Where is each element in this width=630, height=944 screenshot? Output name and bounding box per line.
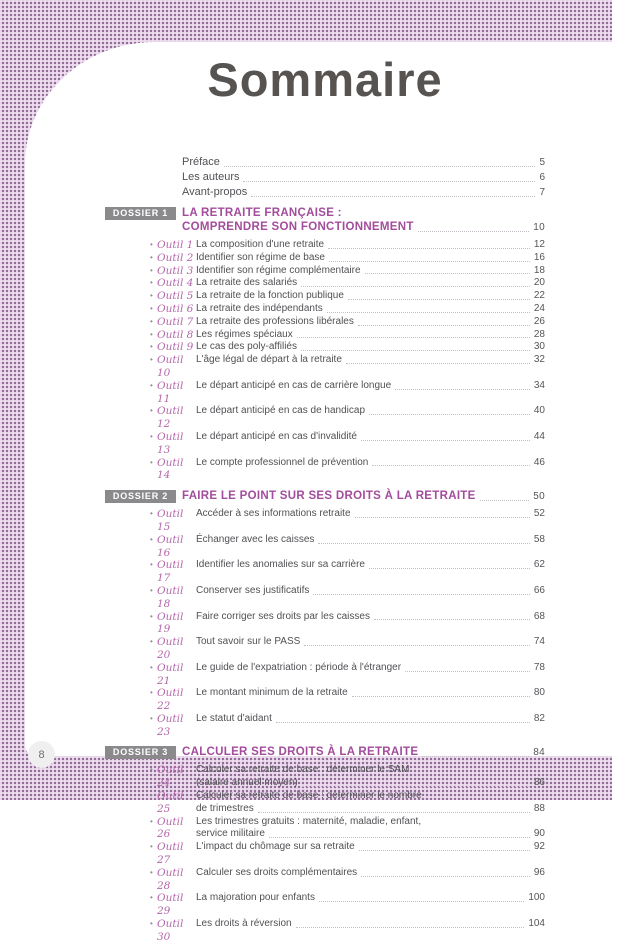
dot-leader — [302, 786, 530, 787]
bullet-icon: • — [150, 585, 153, 595]
outil-label: Outil 1 — [157, 239, 194, 251]
item-lines — [196, 559, 545, 572]
dossier-head — [105, 745, 545, 760]
item-line — [196, 790, 545, 803]
page-ref: 96 — [533, 866, 545, 878]
item-title: Identifier son régime complémentaire — [196, 264, 361, 276]
item-line — [196, 828, 545, 841]
item-title: La composition d'une retraite — [196, 239, 325, 250]
outil-label: Outil 28 — [157, 866, 184, 892]
toc-item — [105, 354, 545, 380]
dossier-title-line — [182, 220, 545, 235]
bullet-icon: • — [150, 560, 153, 570]
dot-leader — [348, 299, 530, 300]
page-ref: 32 — [533, 354, 545, 366]
item-lines — [196, 611, 545, 624]
outil-label: Outil 12 — [157, 405, 184, 431]
item-lines — [196, 867, 545, 880]
bullet-icon: • — [150, 431, 153, 441]
dot-leader — [318, 543, 529, 544]
outil-label: Outil 4 — [157, 277, 194, 290]
bullet-icon: • — [150, 842, 153, 852]
toc-item — [105, 277, 545, 290]
bullet-icon: • — [150, 662, 153, 672]
dot-leader — [395, 389, 530, 390]
toc-item — [105, 687, 545, 713]
item-lines — [196, 841, 545, 854]
front-matter-entry — [182, 185, 545, 200]
dossier-section — [105, 206, 545, 482]
item-title: La retraite des salariés — [196, 277, 298, 289]
dossier-head — [105, 489, 545, 504]
bullet-icon: • — [150, 867, 153, 877]
page-ref: 86 — [533, 777, 545, 789]
front-matter-label: Les auteurs — [182, 171, 240, 183]
item-title: Le statut d'aidant — [196, 712, 272, 724]
page-ref: 46 — [533, 456, 545, 468]
page-number: 8 — [38, 748, 45, 761]
dot-leader — [269, 837, 530, 838]
bullet-icon: • — [150, 278, 153, 288]
item-lines — [196, 687, 545, 700]
page-ref: 16 — [533, 251, 545, 263]
item-line — [196, 918, 545, 931]
outil-label: Outil 17 — [157, 559, 184, 585]
dot-leader — [224, 166, 536, 167]
item-lines — [196, 329, 545, 342]
dot-leader — [480, 500, 530, 501]
outil-label: Outil 11 — [157, 379, 184, 405]
item-lines — [196, 405, 545, 418]
toc-item — [105, 892, 545, 918]
outil-label: Outil 27 — [157, 841, 184, 867]
item-lines — [196, 764, 545, 790]
bullet-icon: • — [150, 457, 153, 467]
item-line — [196, 662, 545, 675]
item-line — [196, 457, 545, 470]
dossier-badge: DOSSIER 3 — [105, 746, 176, 759]
dot-leader — [304, 645, 530, 646]
dot-leader — [258, 812, 530, 813]
outil-label: Outil 23 — [157, 712, 184, 738]
page-ref: 80 — [533, 687, 545, 699]
item-line — [196, 265, 545, 278]
toc-item — [105, 918, 545, 944]
outil-label: Outil 13 — [157, 430, 184, 456]
dot-leader — [361, 440, 530, 441]
dot-leader — [422, 756, 529, 757]
item-line — [196, 303, 545, 316]
dot-leader — [369, 568, 530, 569]
dossier-title-line — [182, 745, 545, 760]
item-title: service militaire — [196, 828, 265, 840]
toc-item — [105, 508, 545, 534]
outil-label: Outil 8 — [157, 328, 194, 341]
front-matter-list — [182, 155, 545, 200]
page-ref: 84 — [533, 747, 545, 759]
item-lines — [196, 290, 545, 303]
outil-label: Outil 15 — [157, 508, 184, 533]
dot-leader — [361, 876, 530, 877]
item-line — [196, 405, 545, 418]
dossier-title — [182, 206, 545, 235]
page-ref: 5 — [539, 157, 545, 168]
toc-item — [105, 534, 545, 560]
item-line — [196, 341, 545, 354]
dossier-title-text: COMPRENDRE SON FONCTIONNEMENT — [182, 221, 414, 233]
page-ref: 90 — [533, 828, 545, 840]
item-lines — [196, 303, 545, 316]
toc-item — [105, 316, 545, 329]
dossier-items — [105, 239, 545, 482]
bullet-icon: • — [150, 291, 153, 301]
dot-leader — [374, 619, 530, 620]
bullet-icon: • — [150, 611, 153, 621]
dot-leader — [365, 273, 530, 274]
dot-leader — [301, 286, 530, 287]
page-ref: 100 — [528, 892, 545, 904]
item-lines — [196, 790, 545, 816]
item-title: L'impact du chômage sur sa retraite — [196, 841, 355, 853]
page-ref: 6 — [539, 172, 545, 183]
item-title: Tout savoir sur le PASS — [196, 636, 301, 648]
bullet-icon: • — [150, 355, 153, 365]
outil-label: Outil 25 — [157, 790, 184, 815]
item-lines — [196, 636, 545, 649]
item-title: Les régimes spéciaux — [196, 328, 293, 340]
page-title: Sommaire — [207, 53, 443, 106]
item-lines — [196, 534, 545, 547]
page-ref: 62 — [533, 559, 545, 571]
outil-label: Outil 6 — [157, 302, 194, 315]
outil-label: Outil 5 — [157, 290, 194, 303]
dossier-head — [105, 206, 545, 235]
item-line — [196, 713, 545, 726]
page-ref: 22 — [533, 290, 545, 302]
toc-item — [105, 867, 545, 893]
item-title: Calculer sa retraite de base : déterminer le nombre — [196, 790, 422, 802]
item-title: La retraite de la fonction publique — [196, 290, 344, 302]
item-lines — [196, 341, 545, 354]
outil-label: Outil 2 — [157, 251, 194, 264]
toc-item — [105, 636, 545, 662]
item-lines — [196, 892, 545, 905]
outil-label: Outil 24 — [157, 764, 184, 790]
toc-item — [105, 341, 545, 354]
bullet-icon: • — [150, 534, 153, 544]
toc-item — [105, 457, 545, 483]
page-ref: 18 — [533, 264, 545, 276]
dossier-items — [105, 508, 545, 738]
dot-leader — [251, 196, 535, 197]
item-line — [196, 892, 545, 905]
bullet-icon: • — [150, 316, 153, 326]
front-matter-entry — [182, 155, 545, 170]
item-title: La retraite des professions libérales — [196, 315, 354, 327]
dot-leader — [327, 312, 530, 313]
front-matter-entry — [182, 170, 545, 185]
item-line — [196, 329, 545, 342]
dossier-title-line — [182, 206, 545, 220]
item-line — [196, 431, 545, 444]
page-ref: 74 — [533, 636, 545, 648]
item-title: Les droits à réversion — [196, 918, 292, 930]
page-ref: 66 — [533, 584, 545, 596]
bullet-icon: • — [150, 893, 153, 903]
item-lines — [196, 252, 545, 265]
item-title: de trimestres — [196, 802, 254, 814]
dot-leader — [418, 231, 530, 232]
bullet-icon: • — [150, 791, 153, 801]
dot-leader — [328, 248, 530, 249]
page-ref: 78 — [533, 661, 545, 673]
item-lines — [196, 239, 545, 252]
page-ref: 44 — [533, 430, 545, 442]
outil-label: Outil 22 — [157, 687, 184, 713]
page-ref: 104 — [528, 918, 545, 930]
page-ref: 52 — [533, 508, 545, 520]
dot-leader — [352, 696, 530, 697]
dot-leader — [319, 901, 524, 902]
bullet-icon: • — [150, 688, 153, 698]
page-ref: 88 — [533, 802, 545, 814]
page-ref: 68 — [533, 610, 545, 622]
bullet-icon: • — [150, 342, 153, 352]
outil-label: Outil 10 — [157, 354, 184, 379]
front-matter-label: Avant-propos — [182, 186, 248, 198]
item-lines — [196, 508, 545, 521]
item-title: (salaire annuel moyen) — [196, 777, 298, 789]
dot-leader — [372, 465, 530, 466]
toc-item — [105, 329, 545, 342]
dossier-section — [105, 489, 545, 738]
bullet-icon: • — [150, 919, 153, 929]
item-line — [196, 239, 545, 252]
outil-label: Outil 3 — [157, 264, 194, 277]
outil-label: Outil 29 — [157, 892, 184, 918]
item-lines — [196, 277, 545, 290]
item-title: Le départ anticipé en cas de carrière longue — [196, 379, 392, 391]
dossier-title-line — [182, 489, 545, 504]
outil-label: Outil 20 — [157, 636, 184, 661]
page-ref: 26 — [533, 315, 545, 327]
toc-content — [105, 42, 545, 943]
dossier-badge: DOSSIER 1 — [105, 207, 176, 220]
dossier-title — [182, 745, 545, 760]
dossier-title-text: LA RETRAITE FRANÇAISE : — [182, 207, 342, 219]
dossier-badge: DOSSIER 2 — [105, 490, 176, 503]
page-number-badge — [28, 741, 55, 768]
item-line — [196, 803, 545, 816]
item-line — [196, 867, 545, 880]
outil-label: Outil 18 — [157, 584, 184, 610]
dot-leader — [355, 517, 530, 518]
toc-item — [105, 380, 545, 406]
item-line — [196, 611, 545, 624]
toc-item — [105, 265, 545, 278]
dot-leader — [297, 337, 530, 338]
item-line — [196, 559, 545, 572]
item-title: Le départ anticipé en cas de handicap — [196, 405, 366, 417]
dossier-title-text: FAIRE LE POINT SUR SES DROITS À LA RETRAITE — [182, 490, 476, 503]
toc-item — [105, 816, 545, 842]
toc-item — [105, 405, 545, 431]
item-lines — [196, 431, 545, 444]
page-ref: 24 — [533, 302, 545, 314]
page-ref: 7 — [539, 187, 545, 198]
outil-label: Outil 14 — [157, 456, 184, 482]
toc-item — [105, 611, 545, 637]
item-title: Le montant minimum de la retraite — [196, 687, 348, 699]
content-panel — [25, 42, 630, 943]
toc-item — [105, 585, 545, 611]
toc-item — [105, 431, 545, 457]
dossier-title — [182, 489, 545, 504]
item-title: Le cas des poly-affiliés — [196, 341, 297, 353]
item-line — [196, 316, 545, 329]
dot-leader — [243, 181, 535, 182]
item-lines — [196, 265, 545, 278]
item-lines — [196, 816, 545, 842]
item-line — [196, 508, 545, 521]
dot-leader — [346, 363, 530, 364]
item-line — [196, 841, 545, 854]
item-title: Le guide de l'expatriation : période à l'étranger — [196, 661, 402, 673]
outil-label: Outil 7 — [157, 315, 194, 328]
page-ref: 30 — [533, 341, 545, 353]
item-lines — [196, 354, 545, 367]
item-line — [196, 252, 545, 265]
item-lines — [196, 380, 545, 393]
toc-item — [105, 252, 545, 265]
dot-leader — [405, 671, 530, 672]
item-line — [196, 816, 545, 829]
toc-item — [105, 713, 545, 739]
outil-label: Outil 21 — [157, 661, 184, 687]
bullet-icon: • — [150, 406, 153, 416]
dot-leader — [369, 414, 530, 415]
item-line — [196, 687, 545, 700]
item-lines — [196, 316, 545, 329]
dossier-title-text: CALCULER SES DROITS À LA RETRAITE — [182, 746, 419, 759]
outil-label: Outil 30 — [157, 918, 184, 943]
item-title: Conserver ses justificatifs — [196, 584, 310, 596]
item-line — [196, 636, 545, 649]
bullet-icon: • — [150, 637, 153, 647]
item-lines — [196, 457, 545, 470]
item-title: Le compte professionnel de prévention — [196, 456, 369, 468]
item-line — [196, 585, 545, 598]
page-ref: 58 — [533, 533, 545, 545]
item-lines — [196, 918, 545, 931]
dot-leader — [296, 927, 525, 928]
dot-leader — [301, 350, 530, 351]
item-line — [196, 380, 545, 393]
bullet-icon: • — [150, 713, 153, 723]
item-line — [196, 290, 545, 303]
page-ref: 12 — [533, 239, 545, 250]
dot-leader — [276, 722, 530, 723]
page-ref: 10 — [533, 222, 545, 233]
page-ref: 50 — [533, 491, 545, 503]
outil-label: Outil 9 — [157, 341, 194, 354]
item-lines — [196, 713, 545, 726]
toc-item — [105, 662, 545, 688]
item-line — [196, 277, 545, 290]
page-ref: 92 — [533, 841, 545, 853]
bullet-icon: • — [150, 240, 153, 249]
item-title: Faire corriger ses droits par les caisses — [196, 610, 370, 622]
item-line — [196, 764, 545, 777]
toc-item — [105, 764, 545, 790]
item-title: Identifier les anomalies sur sa carrière — [196, 559, 365, 571]
toc-item — [105, 303, 545, 316]
bullet-icon: • — [150, 380, 153, 390]
bullet-icon: • — [150, 765, 153, 775]
item-line — [196, 534, 545, 547]
item-line — [196, 354, 545, 367]
item-title: La majoration pour enfants — [196, 892, 315, 904]
outil-label: Outil 19 — [157, 610, 184, 636]
bullet-icon: • — [150, 303, 153, 313]
bullet-icon: • — [150, 509, 153, 519]
bullet-icon: • — [150, 252, 153, 262]
page-ref: 34 — [533, 379, 545, 391]
dossier-list — [105, 206, 545, 944]
page-ref: 28 — [533, 328, 545, 340]
item-title: L'âge légal de départ à la retraite — [196, 354, 342, 366]
dossier-items — [105, 764, 545, 943]
toc-item — [105, 290, 545, 303]
bullet-icon: • — [150, 265, 153, 275]
dot-leader — [359, 850, 530, 851]
item-title: Calculer sa retraite de base : déterminer le SAM — [196, 764, 410, 776]
outil-label: Outil 16 — [157, 533, 184, 559]
item-title: Calculer ses droits complémentaires — [196, 866, 358, 878]
dot-leader — [313, 594, 530, 595]
dot-leader — [329, 261, 530, 262]
page-ref: 40 — [533, 405, 545, 417]
item-lines — [196, 662, 545, 675]
item-title: La retraite des indépendants — [196, 302, 323, 314]
item-lines — [196, 585, 545, 598]
item-title: Les trimestres gratuits : maternité, maladie, enfant, — [196, 815, 422, 827]
item-title: Échanger avec les caisses — [196, 533, 315, 545]
page-ref: 82 — [533, 712, 545, 724]
bullet-icon: • — [150, 329, 153, 339]
toc-item — [105, 239, 545, 252]
outil-label: Outil 26 — [157, 815, 184, 841]
front-matter-label: Préface — [182, 156, 220, 168]
bullet-icon: • — [150, 816, 153, 826]
toc-item — [105, 559, 545, 585]
dossier-section — [105, 745, 545, 943]
item-title: Identifier son régime de base — [196, 251, 325, 263]
item-title: Le départ anticipé en cas d'invalidité — [196, 430, 357, 442]
item-line — [196, 777, 545, 790]
dot-leader — [358, 325, 530, 326]
page-ref: 20 — [533, 277, 545, 289]
toc-item — [105, 841, 545, 867]
item-title: Accéder à ses informations retraite — [196, 508, 351, 520]
toc-item — [105, 790, 545, 816]
